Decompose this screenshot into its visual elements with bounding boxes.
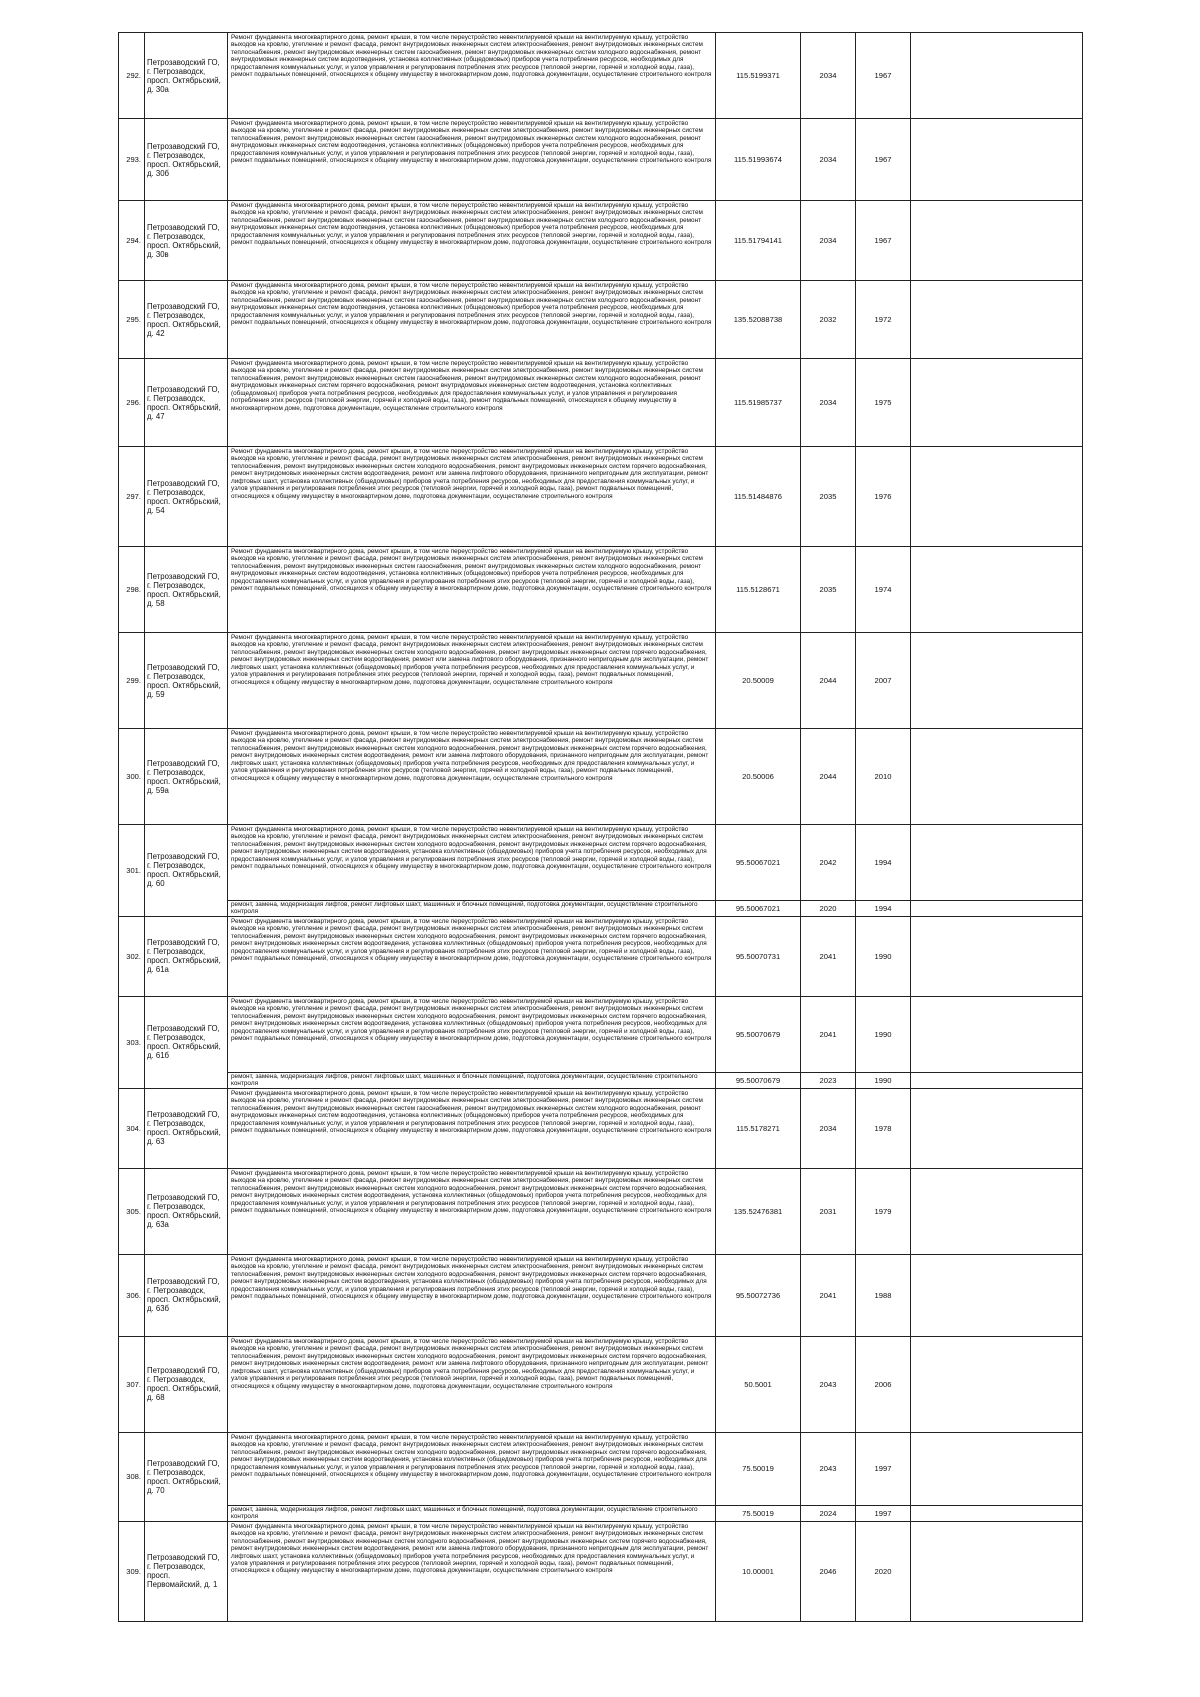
address-cell: Петрозаводский ГО, г. Петрозаводск, просп. Октябрьский, д. 30б [145, 119, 228, 201]
table-row [119, 1088, 1083, 1168]
table-subrow [119, 1072, 1083, 1088]
row-number-cell: 292. [119, 33, 145, 119]
table-row [119, 33, 1083, 119]
row-number-cell: 303. [119, 996, 145, 1088]
work-description-cell: ремонт, замена, модернизация лифтов, ремонт лифтовых шахт, машинных и блочных помещений, подготовка документации, осуществление строительного контроля [228, 1072, 716, 1088]
row-number-cell: 304. [119, 1088, 145, 1168]
cost-cell: 115.51484876 [716, 447, 801, 547]
construction-year-cell: 1994 [856, 901, 911, 917]
table-row [119, 729, 1083, 825]
cost-cell: 115.5178271 [716, 1088, 801, 1168]
planned-year-cell: 2043 [801, 1336, 856, 1432]
address-cell: Петрозаводский ГО, г. Петрозаводск, просп. Октябрьский, д. 59 [145, 633, 228, 729]
work-description-cell: Ремонт фундамента многоквартирного дома, ремонт крыши, в том числе переустройство невентилируемой крыши на вентилируемую крышу, устройство выходов на кровлю, утепление и ремонт фасада, ремонт внутридомовых инженерных систем электроснабжения, ремонт внутридомовых инженерных систем теплоснабжения, ремонт внутридомовых инженерных систем газоснабжения, ремонт внутридомовых инженерных систем холодного водоснабжения, ремонт внутридомовых инженерных систем водоотведения, установка коллективных (общедомовых) приборов учета потребления ресурсов, необходимых для предоставления коммунальных услуг, и узлов управления и регулирования потребления этих ресурсов (тепловой энергии, горячей и холодной воды, газа), ремонт подвальных помещений, относящихся к общему имуществу в многоквартирном доме, подготовка документации, осуществление строительного контроля [228, 1088, 716, 1168]
empty-cell [911, 1088, 1083, 1168]
empty-cell [911, 1072, 1083, 1088]
row-number-cell: 302. [119, 916, 145, 996]
address-cell: Петрозаводский ГО, г. Петрозаводск, просп. Первомайский, д. 1 [145, 1521, 228, 1621]
row-number-cell: 300. [119, 729, 145, 825]
work-description-cell: Ремонт фундамента многоквартирного дома, ремонт крыши, в том числе переустройство невентилируемой крыши на вентилируемую крышу, устройство выходов на кровлю, утепление и ремонт фасада, ремонт внутридомовых инженерных систем электроснабжения, ремонт внутридомовых инженерных систем теплоснабжения, ремонт внутридомовых инженерных систем газоснабжения, ремонт внутридомовых инженерных систем холодного водоснабжения, ремонт внутридомовых инженерных систем водоотведения, установка коллективных (общедомовых) приборов учета потребления ресурсов, необходимых для предоставления коммунальных услуг, и узлов управления и регулирования потребления этих ресурсов (тепловой энергии, горячей и холодной воды, газа), ремонт подвальных помещений, относящихся к общему имуществу в многоквартирном доме, подготовка документации, осуществление строительного контроля [228, 119, 716, 201]
row-number-cell: 306. [119, 1254, 145, 1336]
row-number-cell: 295. [119, 281, 145, 359]
table-subrow [119, 901, 1083, 917]
construction-year-cell: 1978 [856, 1088, 911, 1168]
cost-cell: 95.50067021 [716, 901, 801, 917]
construction-year-cell: 2010 [856, 729, 911, 825]
work-description-cell: Ремонт фундамента многоквартирного дома, ремонт крыши, в том числе переустройство невентилируемой крыши на вентилируемую крышу, устройство выходов на кровлю, утепление и ремонт фасада, ремонт внутридомовых инженерных систем электроснабжения, ремонт внутридомовых инженерных систем теплоснабжения, ремонт внутридомовых инженерных систем холодного водоснабжения, ремонт внутридомовых инженерных систем горячего водоснабжения, ремонт внутридомовых инженерных систем водоотведения, ремонт или замена лифтового оборудования, признанного непригодным для эксплуатации, ремонт лифтовых шахт, установка коллективных (общедомовых) приборов учета потребления ресурсов, необходимых для предоставления коммунальных услуг, и узлов управления и регулирования потребления этих ресурсов (тепловой энергии, горячей и холодной воды, газа), ремонт подвальных помещений, относящихся к общему имуществу в многоквартирном доме, подготовка документации, осуществление строительного контроля [228, 447, 716, 547]
cost-cell: 50.5001 [716, 1336, 801, 1432]
cost-cell: 135.52088738 [716, 281, 801, 359]
planned-year-cell: 2034 [801, 119, 856, 201]
cost-cell: 95.50070679 [716, 996, 801, 1072]
table-row [119, 1254, 1083, 1336]
empty-cell [911, 281, 1083, 359]
empty-cell [911, 447, 1083, 547]
row-number-cell: 301. [119, 825, 145, 917]
planned-year-cell: 2035 [801, 547, 856, 633]
empty-cell [911, 1254, 1083, 1336]
row-number-cell: 305. [119, 1168, 145, 1254]
work-description-cell: Ремонт фундамента многоквартирного дома, ремонт крыши, в том числе переустройство невентилируемой крыши на вентилируемую крышу, устройство выходов на кровлю, утепление и ремонт фасада, ремонт внутридомовых инженерных систем электроснабжения, ремонт внутридомовых инженерных систем теплоснабжения, ремонт внутридомовых инженерных систем газоснабжения, ремонт внутридомовых инженерных систем холодного водоснабжения, ремонт внутридомовых инженерных систем водоотведения, установка коллективных (общедомовых) приборов учета потребления ресурсов, необходимых для предоставления коммунальных услуг, и узлов управления и регулирования потребления этих ресурсов (тепловой энергии, горячей и холодной воды, газа), ремонт подвальных помещений, относящихся к общему имуществу в многоквартирном доме, подготовка документации, осуществление строительного контроля [228, 547, 716, 633]
cost-cell: 115.5128671 [716, 547, 801, 633]
planned-year-cell: 2041 [801, 916, 856, 996]
row-number-cell: 297. [119, 447, 145, 547]
empty-cell [911, 901, 1083, 917]
work-description-cell: Ремонт фундамента многоквартирного дома, ремонт крыши, в том числе переустройство невентилируемой крыши на вентилируемую крышу, устройство выходов на кровлю, утепление и ремонт фасада, ремонт внутридомовых инженерных систем электроснабжения, ремонт внутридомовых инженерных систем теплоснабжения, ремонт внутридомовых инженерных систем холодного водоснабжения, ремонт внутридомовых инженерных систем горячего водоснабжения, ремонт внутридомовых инженерных систем водоотведения, установка коллективных (общедомовых) приборов учета потребления ресурсов, необходимых для предоставления коммунальных услуг, и узлов управления и регулирования потребления этих ресурсов (тепловой энергии, горячей и холодной воды, газа), ремонт подвальных помещений, относящихся к общему имуществу в многоквартирном доме, подготовка документации, осуществление строительного контроля [228, 825, 716, 901]
table-subrow [119, 1505, 1083, 1521]
row-number-cell: 294. [119, 201, 145, 281]
empty-cell [911, 547, 1083, 633]
planned-year-cell: 2044 [801, 633, 856, 729]
table-row [119, 281, 1083, 359]
construction-year-cell: 1997 [856, 1432, 911, 1505]
work-description-cell: Ремонт фундамента многоквартирного дома, ремонт крыши, в том числе переустройство невентилируемой крыши на вентилируемую крышу, устройство выходов на кровлю, утепление и ремонт фасада, ремонт внутридомовых инженерных систем электроснабжения, ремонт внутридомовых инженерных систем теплоснабжения, ремонт внутридомовых инженерных систем газоснабжения, ремонт внутридомовых инженерных систем холодного водоснабжения, ремонт внутридомовых инженерных систем водоотведения, установка коллективных (общедомовых) приборов учета потребления ресурсов, необходимых для предоставления коммунальных услуг, и узлов управления и регулирования потребления этих ресурсов (тепловой энергии, горячей и холодной воды, газа), ремонт подвальных помещений, относящихся к общему имуществу в многоквартирном доме, подготовка документации, осуществление строительного контроля [228, 281, 716, 359]
empty-cell [911, 119, 1083, 201]
address-cell: Петрозаводский ГО, г. Петрозаводск, просп. Октябрьский, д. 54 [145, 447, 228, 547]
work-description-cell: Ремонт фундамента многоквартирного дома, ремонт крыши, в том числе переустройство невентилируемой крыши на вентилируемую крышу, устройство выходов на кровлю, утепление и ремонт фасада, ремонт внутридомовых инженерных систем электроснабжения, ремонт внутридомовых инженерных систем теплоснабжения, ремонт внутридомовых инженерных систем холодного водоснабжения, ремонт внутридомовых инженерных систем горячего водоснабжения, ремонт внутридомовых инженерных систем водоотведения, установка коллективных (общедомовых) приборов учета потребления ресурсов, необходимых для предоставления коммунальных услуг, и узлов управления и регулирования потребления этих ресурсов (тепловой энергии, горячей и холодной воды, газа), ремонт подвальных помещений, относящихся к общему имуществу в многоквартирном доме, подготовка документации, осуществление строительного контроля [228, 1168, 716, 1254]
construction-year-cell: 2006 [856, 1336, 911, 1432]
empty-cell [911, 996, 1083, 1072]
construction-year-cell: 1979 [856, 1168, 911, 1254]
document-page [118, 32, 1082, 1622]
planned-year-cell: 2034 [801, 359, 856, 447]
empty-cell [911, 33, 1083, 119]
table-row [119, 359, 1083, 447]
cost-cell: 20.50006 [716, 729, 801, 825]
planned-year-cell: 2043 [801, 1432, 856, 1505]
cost-cell: 115.5199371 [716, 33, 801, 119]
empty-cell [911, 1432, 1083, 1505]
empty-cell [911, 825, 1083, 901]
cost-cell: 95.50072736 [716, 1254, 801, 1336]
empty-cell [911, 633, 1083, 729]
empty-cell [911, 359, 1083, 447]
construction-year-cell: 1990 [856, 1072, 911, 1088]
address-cell: Петрозаводский ГО, г. Петрозаводск, просп. Октябрьский, д. 60 [145, 825, 228, 917]
cost-cell: 10.00001 [716, 1521, 801, 1621]
construction-year-cell: 1976 [856, 447, 911, 547]
table-row [119, 547, 1083, 633]
table-row [119, 916, 1083, 996]
work-description-cell: ремонт, замена, модернизация лифтов, ремонт лифтовых шахт, машинных и блочных помещений, подготовка документации, осуществление строительного контроля [228, 901, 716, 917]
work-description-cell: Ремонт фундамента многоквартирного дома, ремонт крыши, в том числе переустройство невентилируемой крыши на вентилируемую крышу, устройство выходов на кровлю, утепление и ремонт фасада, ремонт внутридомовых инженерных систем электроснабжения, ремонт внутридомовых инженерных систем теплоснабжения, ремонт внутридомовых инженерных систем газоснабжения, ремонт внутридомовых инженерных систем холодного водоснабжения, ремонт внутридомовых инженерных систем водоотведения, установка коллективных (общедомовых) приборов учета потребления ресурсов, необходимых для предоставления коммунальных услуг, и узлов управления и регулирования потребления этих ресурсов (тепловой энергии, горячей и холодной воды, газа), ремонт подвальных помещений, относящихся к общему имуществу в многоквартирном доме, подготовка документации, осуществление строительного контроля [228, 201, 716, 281]
planned-year-cell: 2044 [801, 729, 856, 825]
address-cell: Петрозаводский ГО, г. Петрозаводск, просп. Октябрьский, д. 42 [145, 281, 228, 359]
address-cell: Петрозаводский ГО, г. Петрозаводск, просп. Октябрьский, д. 61а [145, 916, 228, 996]
table-row [119, 1168, 1083, 1254]
address-cell: Петрозаводский ГО, г. Петрозаводск, просп. Октябрьский, д. 63б [145, 1254, 228, 1336]
construction-year-cell: 1990 [856, 996, 911, 1072]
construction-year-cell: 1975 [856, 359, 911, 447]
table-row [119, 119, 1083, 201]
empty-cell [911, 916, 1083, 996]
construction-year-cell: 1974 [856, 547, 911, 633]
table-row [119, 1432, 1083, 1505]
cost-cell: 95.50067021 [716, 825, 801, 901]
address-cell: Петрозаводский ГО, г. Петрозаводск, просп. Октябрьский, д. 70 [145, 1432, 228, 1521]
work-description-cell: Ремонт фундамента многоквартирного дома, ремонт крыши, в том числе переустройство невентилируемой крыши на вентилируемую крышу, устройство выходов на кровлю, утепление и ремонт фасада, ремонт внутридомовых инженерных систем электроснабжения, ремонт внутридомовых инженерных систем теплоснабжения, ремонт внутридомовых инженерных систем холодного водоснабжения, ремонт внутридомовых инженерных систем горячего водоснабжения, ремонт внутридомовых инженерных систем водоотведения, установка коллективных (общедомовых) приборов учета потребления ресурсов, необходимых для предоставления коммунальных услуг, и узлов управления и регулирования потребления этих ресурсов (тепловой энергии, горячей и холодной воды, газа), ремонт подвальных помещений, относящихся к общему имуществу в многоквартирном доме, подготовка документации, осуществление строительного контроля [228, 1254, 716, 1336]
planned-year-cell: 2020 [801, 901, 856, 917]
row-number-cell: 307. [119, 1336, 145, 1432]
cost-cell: 20.50009 [716, 633, 801, 729]
work-description-cell: Ремонт фундамента многоквартирного дома, ремонт крыши, в том числе переустройство невентилируемой крыши на вентилируемую крышу, устройство выходов на кровлю, утепление и ремонт фасада, ремонт внутридомовых инженерных систем электроснабжения, ремонт внутридомовых инженерных систем теплоснабжения, ремонт внутридомовых инженерных систем газоснабжения, ремонт внутридомовых инженерных систем холодного водоснабжения, ремонт внутридомовых инженерных систем горячего водоснабжения, ремонт внутридомовых инженерных систем водоотведения, установка коллективных (общедомовых) приборов учета потребления ресурсов, необходимых для предоставления коммунальных услуг, и узлов управления и регулирования потребления этих ресурсов (тепловой энергии, горячей и холодной воды, газа), ремонт подвальных помещений, относящихся к общему имуществу в многоквартирном доме, подготовка документации, осуществление строительного контроля [228, 359, 716, 447]
planned-year-cell: 2031 [801, 1168, 856, 1254]
work-description-cell: Ремонт фундамента многоквартирного дома, ремонт крыши, в том числе переустройство невентилируемой крыши на вентилируемую крышу, устройство выходов на кровлю, утепление и ремонт фасада, ремонт внутридомовых инженерных систем электроснабжения, ремонт внутридомовых инженерных систем теплоснабжения, ремонт внутридомовых инженерных систем газоснабжения, ремонт внутридомовых инженерных систем холодного водоснабжения, ремонт внутридомовых инженерных систем водоотведения, установка коллективных (общедомовых) приборов учета потребления ресурсов, необходимых для предоставления коммунальных услуг, и узлов управления и регулирования потребления этих ресурсов (тепловой энергии, горячей и холодной воды, газа), ремонт подвальных помещений, относящихся к общему имуществу в многоквартирном доме, подготовка документации, осуществление строительного контроля [228, 33, 716, 119]
row-number-cell: 298. [119, 547, 145, 633]
work-description-cell: Ремонт фундамента многоквартирного дома, ремонт крыши, в том числе переустройство невентилируемой крыши на вентилируемую крышу, устройство выходов на кровлю, утепление и ремонт фасада, ремонт внутридомовых инженерных систем электроснабжения, ремонт внутридомовых инженерных систем теплоснабжения, ремонт внутридомовых инженерных систем холодного водоснабжения, ремонт внутридомовых инженерных систем горячего водоснабжения, ремонт внутридомовых инженерных систем водоотведения, ремонт или замена лифтового оборудования, признанного непригодным для эксплуатации, ремонт лифтовых шахт, установка коллективных (общедомовых) приборов учета потребления ресурсов, необходимых для предоставления коммунальных услуг, и узлов управления и регулирования потребления этих ресурсов (тепловой энергии, горячей и холодной воды, газа), ремонт подвальных помещений, относящихся к общему имуществу в многоквартирном доме, подготовка документации, осуществление строительного контроля [228, 729, 716, 825]
address-cell: Петрозаводский ГО, г. Петрозаводск, просп. Октябрьский, д. 63а [145, 1168, 228, 1254]
planned-year-cell: 2041 [801, 996, 856, 1072]
address-cell: Петрозаводский ГО, г. Петрозаводск, просп. Октябрьский, д. 30в [145, 201, 228, 281]
table-row [119, 996, 1083, 1072]
planned-year-cell: 2034 [801, 1088, 856, 1168]
address-cell: Петрозаводский ГО, г. Петрозаводск, просп. Октябрьский, д. 68 [145, 1336, 228, 1432]
construction-year-cell: 1972 [856, 281, 911, 359]
construction-year-cell: 2007 [856, 633, 911, 729]
address-cell: Петрозаводский ГО, г. Петрозаводск, просп. Октябрьский, д. 47 [145, 359, 228, 447]
table-row [119, 1336, 1083, 1432]
empty-cell [911, 1505, 1083, 1521]
row-number-cell: 296. [119, 359, 145, 447]
construction-year-cell: 1967 [856, 201, 911, 281]
address-cell: Петрозаводский ГО, г. Петрозаводск, просп. Октябрьский, д. 61б [145, 996, 228, 1088]
planned-year-cell: 2034 [801, 201, 856, 281]
empty-cell [911, 201, 1083, 281]
work-description-cell: Ремонт фундамента многоквартирного дома, ремонт крыши, в том числе переустройство невентилируемой крыши на вентилируемую крышу, устройство выходов на кровлю, утепление и ремонт фасада, ремонт внутридомовых инженерных систем электроснабжения, ремонт внутридомовых инженерных систем теплоснабжения, ремонт внутридомовых инженерных систем холодного водоснабжения, ремонт внутридомовых инженерных систем горячего водоснабжения, ремонт внутридомовых инженерных систем водоотведения, ремонт или замена лифтового оборудования, признанного непригодным для эксплуатации, ремонт лифтовых шахт, установка коллективных (общедомовых) приборов учета потребления ресурсов, необходимых для предоставления коммунальных услуг, и узлов управления и регулирования потребления этих ресурсов (тепловой энергии, горячей и холодной воды, газа), ремонт подвальных помещений, относящихся к общему имуществу в многоквартирном доме, подготовка документации, осуществление строительного контроля [228, 1521, 716, 1621]
address-cell: Петрозаводский ГО, г. Петрозаводск, просп. Октябрьский, д. 59а [145, 729, 228, 825]
cost-cell: 115.51993674 [716, 119, 801, 201]
planned-year-cell: 2024 [801, 1505, 856, 1521]
cost-cell: 95.50070731 [716, 916, 801, 996]
address-cell: Петрозаводский ГО, г. Петрозаводск, просп. Октябрьский, д. 58 [145, 547, 228, 633]
capital-repair-table [118, 32, 1083, 1622]
construction-year-cell: 1967 [856, 119, 911, 201]
empty-cell [911, 1521, 1083, 1621]
work-description-cell: Ремонт фундамента многоквартирного дома, ремонт крыши, в том числе переустройство невентилируемой крыши на вентилируемую крышу, устройство выходов на кровлю, утепление и ремонт фасада, ремонт внутридомовых инженерных систем электроснабжения, ремонт внутридомовых инженерных систем теплоснабжения, ремонт внутридомовых инженерных систем холодного водоснабжения, ремонт внутридомовых инженерных систем горячего водоснабжения, ремонт внутридомовых инженерных систем водоотведения, ремонт или замена лифтового оборудования, признанного непригодным для эксплуатации, ремонт лифтовых шахт, установка коллективных (общедомовых) приборов учета потребления ресурсов, необходимых для предоставления коммунальных услуг, и узлов управления и регулирования потребления этих ресурсов (тепловой энергии, горячей и холодной воды, газа), ремонт подвальных помещений, относящихся к общему имуществу в многоквартирном доме, подготовка документации, осуществление строительного контроля [228, 1336, 716, 1432]
planned-year-cell: 2035 [801, 447, 856, 547]
table-body [119, 33, 1083, 1622]
row-number-cell: 299. [119, 633, 145, 729]
planned-year-cell: 2042 [801, 825, 856, 901]
address-cell: Петрозаводский ГО, г. Петрозаводск, просп. Октябрьский, д. 30а [145, 33, 228, 119]
table-row [119, 447, 1083, 547]
work-description-cell: ремонт, замена, модернизация лифтов, ремонт лифтовых шахт, машинных и блочных помещений, подготовка документации, осуществление строительного контроля [228, 1505, 716, 1521]
table-row [119, 1521, 1083, 1621]
work-description-cell: Ремонт фундамента многоквартирного дома, ремонт крыши, в том числе переустройство невентилируемой крыши на вентилируемую крышу, устройство выходов на кровлю, утепление и ремонт фасада, ремонт внутридомовых инженерных систем электроснабжения, ремонт внутридомовых инженерных систем теплоснабжения, ремонт внутридомовых инженерных систем холодного водоснабжения, ремонт внутридомовых инженерных систем горячего водоснабжения, ремонт внутридомовых инженерных систем водоотведения, установка коллективных (общедомовых) приборов учета потребления ресурсов, необходимых для предоставления коммунальных услуг, и узлов управления и регулирования потребления этих ресурсов (тепловой энергии, горячей и холодной воды, газа), ремонт подвальных помещений, относящихся к общему имуществу в многоквартирном доме, подготовка документации, осуществление строительного контроля [228, 1432, 716, 1505]
empty-cell [911, 1168, 1083, 1254]
row-number-cell: 293. [119, 119, 145, 201]
work-description-cell: Ремонт фундамента многоквартирного дома, ремонт крыши, в том числе переустройство невентилируемой крыши на вентилируемую крышу, устройство выходов на кровлю, утепление и ремонт фасада, ремонт внутридомовых инженерных систем электроснабжения, ремонт внутридомовых инженерных систем теплоснабжения, ремонт внутридомовых инженерных систем холодного водоснабжения, ремонт внутридомовых инженерных систем горячего водоснабжения, ремонт внутридомовых инженерных систем водоотведения, установка коллективных (общедомовых) приборов учета потребления ресурсов, необходимых для предоставления коммунальных услуг, и узлов управления и регулирования потребления этих ресурсов (тепловой энергии, горячей и холодной воды, газа), ремонт подвальных помещений, относящихся к общему имуществу в многоквартирном доме, подготовка документации, осуществление строительного контроля [228, 916, 716, 996]
row-number-cell: 308. [119, 1432, 145, 1521]
planned-year-cell: 2023 [801, 1072, 856, 1088]
table-row [119, 201, 1083, 281]
construction-year-cell: 1988 [856, 1254, 911, 1336]
construction-year-cell: 1997 [856, 1505, 911, 1521]
empty-cell [911, 1336, 1083, 1432]
work-description-cell: Ремонт фундамента многоквартирного дома, ремонт крыши, в том числе переустройство невентилируемой крыши на вентилируемую крышу, устройство выходов на кровлю, утепление и ремонт фасада, ремонт внутридомовых инженерных систем электроснабжения, ремонт внутридомовых инженерных систем теплоснабжения, ремонт внутридомовых инженерных систем холодного водоснабжения, ремонт внутридомовых инженерных систем горячего водоснабжения, ремонт внутридомовых инженерных систем водоотведения, ремонт или замена лифтового оборудования, признанного непригодным для эксплуатации, ремонт лифтовых шахт, установка коллективных (общедомовых) приборов учета потребления ресурсов, необходимых для предоставления коммунальных услуг, и узлов управления и регулирования потребления этих ресурсов (тепловой энергии, горячей и холодной воды, газа), ремонт подвальных помещений, относящихся к общему имуществу в многоквартирном доме, подготовка документации, осуществление строительного контроля [228, 633, 716, 729]
construction-year-cell: 1994 [856, 825, 911, 901]
empty-cell [911, 729, 1083, 825]
construction-year-cell: 2020 [856, 1521, 911, 1621]
cost-cell: 115.51985737 [716, 359, 801, 447]
cost-cell: 75.50019 [716, 1432, 801, 1505]
table-row [119, 825, 1083, 901]
cost-cell: 95.50070679 [716, 1072, 801, 1088]
table-row [119, 633, 1083, 729]
construction-year-cell: 1967 [856, 33, 911, 119]
planned-year-cell: 2034 [801, 33, 856, 119]
planned-year-cell: 2046 [801, 1521, 856, 1621]
cost-cell: 135.52476381 [716, 1168, 801, 1254]
work-description-cell: Ремонт фундамента многоквартирного дома, ремонт крыши, в том числе переустройство невентилируемой крыши на вентилируемую крышу, устройство выходов на кровлю, утепление и ремонт фасада, ремонт внутридомовых инженерных систем электроснабжения, ремонт внутридомовых инженерных систем теплоснабжения, ремонт внутридомовых инженерных систем холодного водоснабжения, ремонт внутридомовых инженерных систем горячего водоснабжения, ремонт внутридомовых инженерных систем водоотведения, установка коллективных (общедомовых) приборов учета потребления ресурсов, необходимых для предоставления коммунальных услуг, и узлов управления и регулирования потребления этих ресурсов (тепловой энергии, горячей и холодной воды, газа), ремонт подвальных помещений, относящихся к общему имуществу в многоквартирном доме, подготовка документации, осуществление строительного контроля [228, 996, 716, 1072]
cost-cell: 75.50019 [716, 1505, 801, 1521]
construction-year-cell: 1990 [856, 916, 911, 996]
planned-year-cell: 2041 [801, 1254, 856, 1336]
planned-year-cell: 2032 [801, 281, 856, 359]
row-number-cell: 309. [119, 1521, 145, 1621]
cost-cell: 115.51794141 [716, 201, 801, 281]
address-cell: Петрозаводский ГО, г. Петрозаводск, просп. Октябрьский, д. 63 [145, 1088, 228, 1168]
